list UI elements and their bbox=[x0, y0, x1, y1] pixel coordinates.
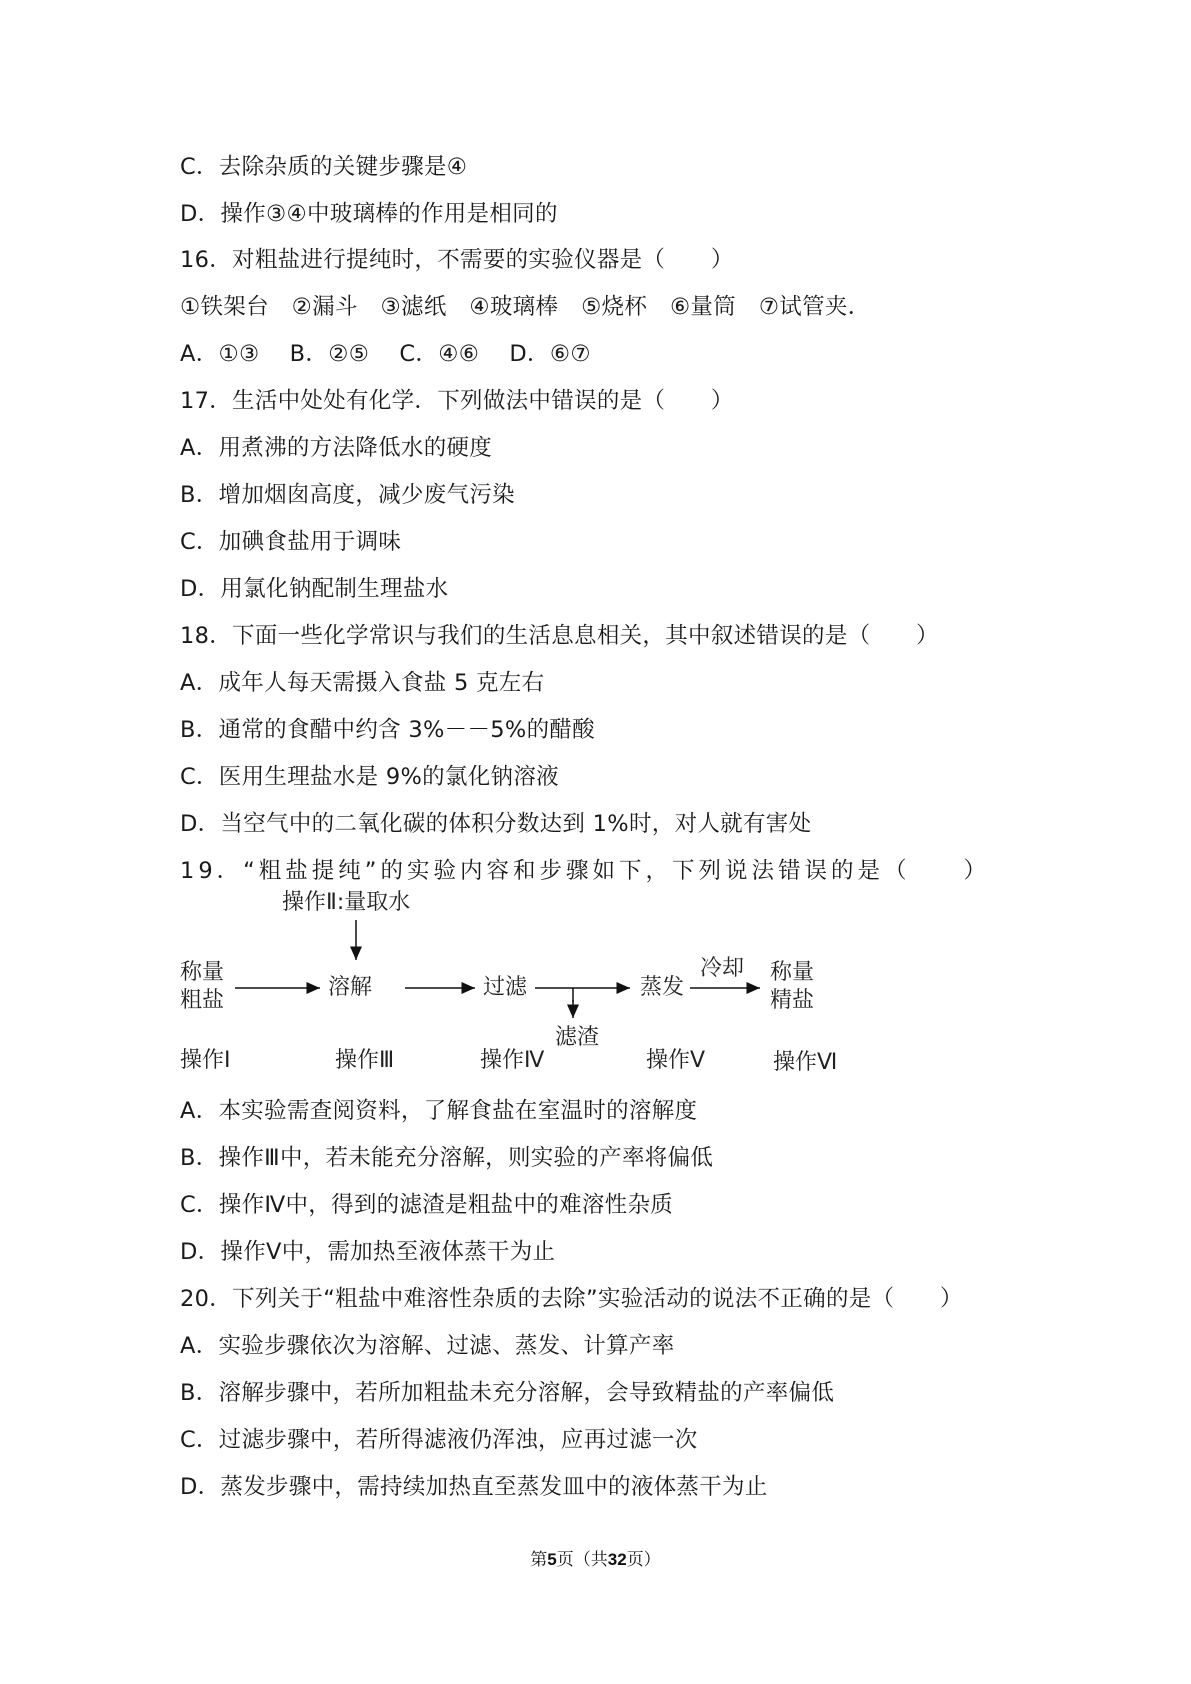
text-line: A．本实验需查阅资料，了解食盐在室温时的溶解度 bbox=[180, 1098, 698, 1124]
weigh-label-2: 称量 bbox=[770, 960, 815, 985]
evaporate-label: 蒸发 bbox=[640, 975, 685, 1000]
text-line: C．加碘食盐用于调味 bbox=[180, 529, 402, 555]
refined-salt-label: 精盐 bbox=[770, 988, 815, 1013]
text-line: C．去除杂质的关键步骤是④ bbox=[180, 154, 468, 180]
text-line: 20．下列关于“粗盐中难溶性杂质的去除”实验活动的说法不正确的是（ ） bbox=[180, 1286, 963, 1312]
text-line: D．用氯化钠配制生理盐水 bbox=[180, 576, 449, 602]
text-line: A．实验步骤依次为溶解、过滤、蒸发、计算产率 bbox=[180, 1333, 675, 1359]
op6-label: 操作Ⅵ bbox=[773, 1050, 838, 1075]
footer-middle: 页（共 bbox=[556, 1550, 608, 1570]
salt-purification-flow-diagram bbox=[180, 890, 880, 1080]
text-line: 18．下面一些化学常识与我们的生活息息相关，其中叙述错误的是（ ） bbox=[180, 623, 939, 649]
residue-label: 滤渣 bbox=[555, 1025, 600, 1050]
text-line: C．过滤步骤中，若所得滤液仍浑浊，应再过滤一次 bbox=[180, 1427, 698, 1453]
cool-label: 冷却 bbox=[700, 956, 745, 981]
text-line: 17．生活中处处有化学．下列做法中错误的是（ ） bbox=[180, 388, 734, 414]
text-line: A．成年人每天需摄入食盐 5 克左右 bbox=[180, 670, 545, 696]
text-line: ①铁架台 ②漏斗 ③滤纸 ④玻璃棒 ⑤烧杯 ⑥量筒 ⑦试管夹． bbox=[180, 294, 871, 320]
op2-water-label: 操作Ⅱ:量取水 bbox=[282, 890, 411, 915]
text-line: B．增加烟囱高度，减少废气污染 bbox=[180, 482, 515, 508]
footer-prefix: 第 bbox=[530, 1550, 548, 1570]
text-line: C．操作Ⅳ中，得到的滤渣是粗盐中的难溶性杂质 bbox=[180, 1192, 674, 1218]
text-line: 16．对粗盐进行提纯时，不需要的实验仪器是（ ） bbox=[180, 247, 734, 273]
op4-label: 操作Ⅳ bbox=[480, 1048, 545, 1073]
footer-total-pages: 32 bbox=[607, 1550, 627, 1569]
text-line: B．通常的食醋中约含 3%－－5%的醋酸 bbox=[180, 717, 595, 743]
text-line: A．用煮沸的方法降低水的硬度 bbox=[180, 435, 493, 461]
crude-salt-label: 粗盐 bbox=[180, 988, 225, 1013]
op5-label: 操作Ⅴ bbox=[646, 1048, 706, 1073]
text-line: A．①③ B．②⑤ C．④⑥ D．⑥⑦ bbox=[180, 341, 591, 367]
op1-label: 操作Ⅰ bbox=[180, 1048, 231, 1073]
footer-suffix: 页） bbox=[626, 1550, 661, 1570]
text-line: D．操作③④中玻璃棒的作用是相同的 bbox=[180, 201, 558, 227]
op3-label: 操作Ⅲ bbox=[335, 1048, 395, 1073]
text-line: D．蒸发步骤中，需持续加热直至蒸发皿中的液体蒸干为止 bbox=[180, 1474, 768, 1500]
question-19-stem: 19．“粗盐提纯”的实验内容和步骤如下，下列说法错误的是（ ） bbox=[180, 858, 990, 884]
text-line: D．当空气中的二氧化碳的体积分数达到 1%时，对人就有害处 bbox=[180, 811, 812, 837]
text-line: B．溶解步骤中，若所加粗盐未充分溶解，会导致精盐的产率偏低 bbox=[180, 1380, 835, 1406]
footer-page-number: 5 bbox=[547, 1550, 557, 1569]
text-line: D．操作Ⅴ中，需加热至液体蒸干为止 bbox=[180, 1239, 556, 1265]
page-footer bbox=[0, 1545, 1191, 1570]
text-line: B．操作Ⅲ中，若未能充分溶解，则实验的产率将偏低 bbox=[180, 1145, 714, 1171]
filter-label: 过滤 bbox=[483, 975, 528, 1000]
text-line: C．医用生理盐水是 9%的氯化钠溶液 bbox=[180, 764, 559, 790]
weigh-label-1: 称量 bbox=[180, 960, 225, 985]
dissolve-label: 溶解 bbox=[328, 975, 373, 1000]
